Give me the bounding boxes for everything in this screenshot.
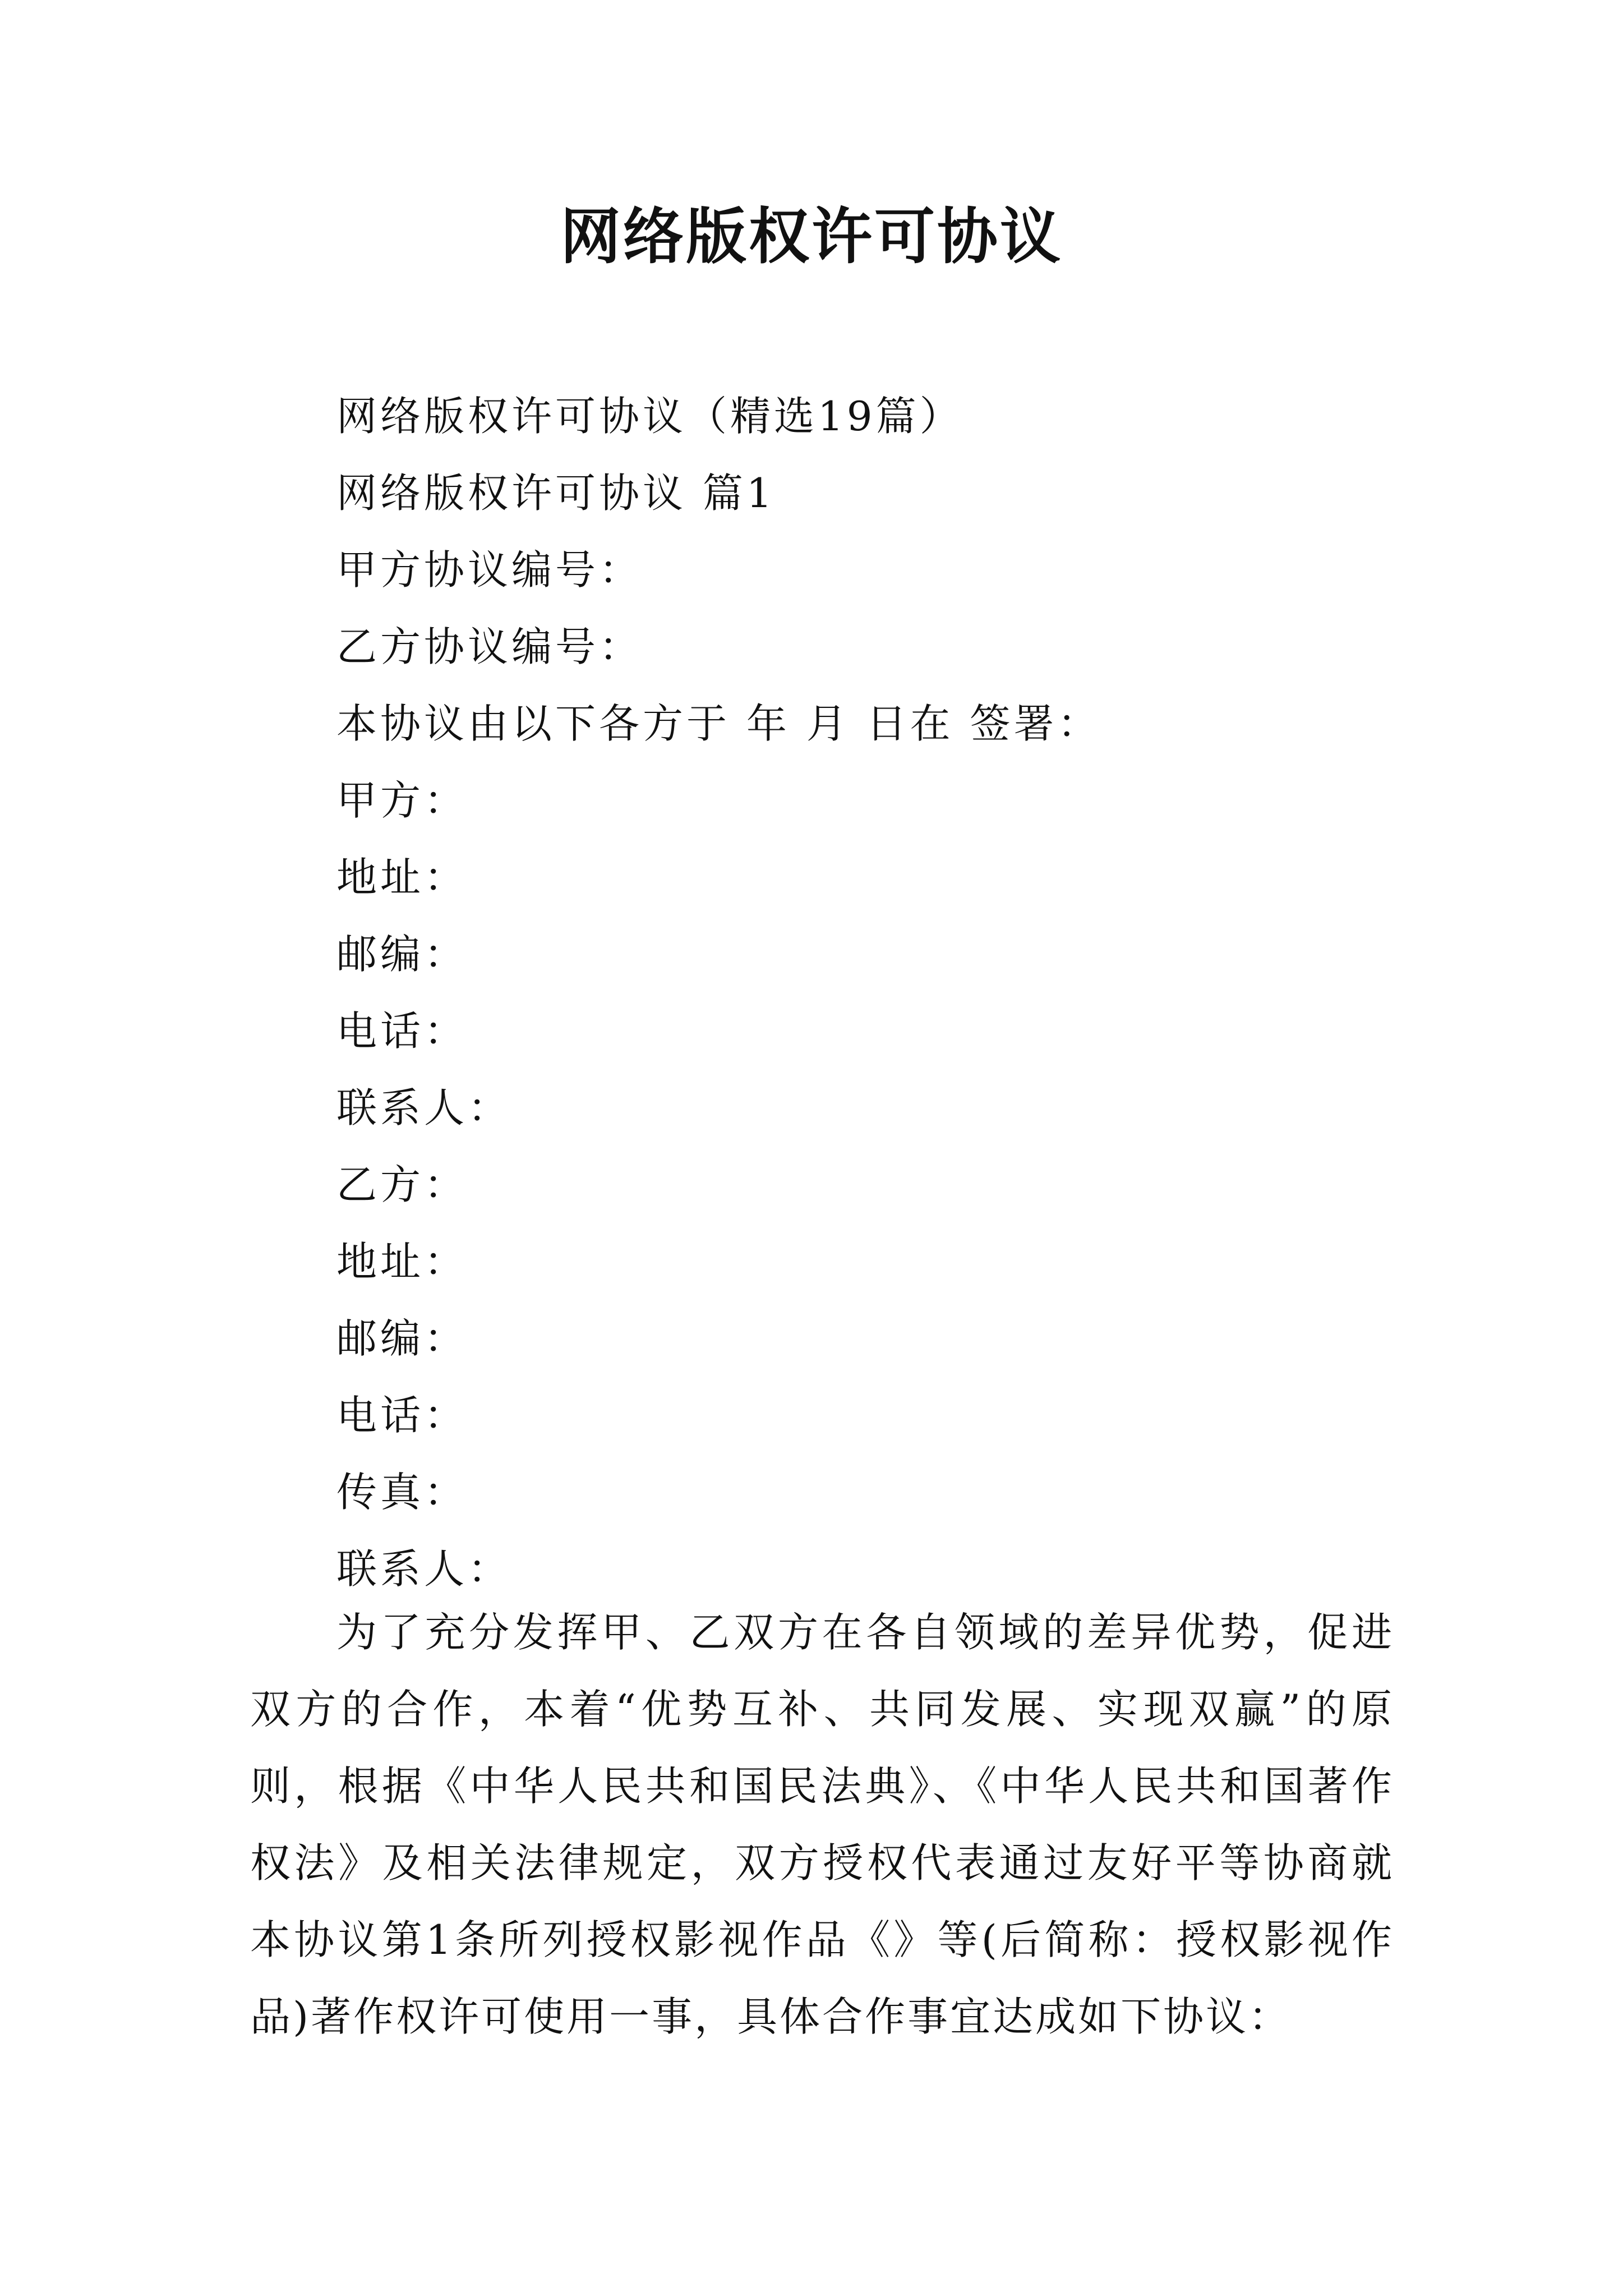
party-b-fax: 传真： xyxy=(336,1469,468,1516)
document-subtitle: 网络版权许可协议（精选19篇） xyxy=(336,393,963,440)
signing-statement: 本协议由以下各方于 年 月 日在 签署： xyxy=(336,700,1101,747)
party-b-phone: 电话： xyxy=(336,1392,468,1439)
party-b-postcode: 邮编： xyxy=(336,1315,468,1362)
party-a-agreement-number: 甲方协议编号： xyxy=(336,546,643,593)
party-a-label: 甲方： xyxy=(336,777,468,824)
party-a-contact: 联系人： xyxy=(336,1084,512,1131)
party-b-agreement-number: 乙方协议编号： xyxy=(336,623,643,670)
document-title: 网络版权许可协议 xyxy=(560,201,1063,272)
party-b-contact: 联系人： xyxy=(336,1545,512,1593)
party-a-postcode: 邮编： xyxy=(336,931,468,978)
party-a-phone: 电话： xyxy=(336,1007,468,1055)
party-a-address: 地址： xyxy=(336,854,468,901)
party-b-address: 地址： xyxy=(336,1238,468,1285)
party-b-label: 乙方： xyxy=(336,1161,468,1208)
agreement-preamble-paragraph: 为了充分发挥甲、乙双方在各自领域的差异优势，促进双方的合作，本着“优势互补、共同发展、实现双赢”的原则，根据《中华人民共和国民法典》、《中华人民共和国著作权法》及相关法律规定，双方授权代表通过友好平等协商就本协议第1条所列授权影视作品《》等(后简称：授权影视作品)著作权许可使用一事，具体合作事宜达成如下协议： xyxy=(250,1609,1394,2040)
section-heading: 网络版权许可协议 篇1 xyxy=(336,470,776,517)
